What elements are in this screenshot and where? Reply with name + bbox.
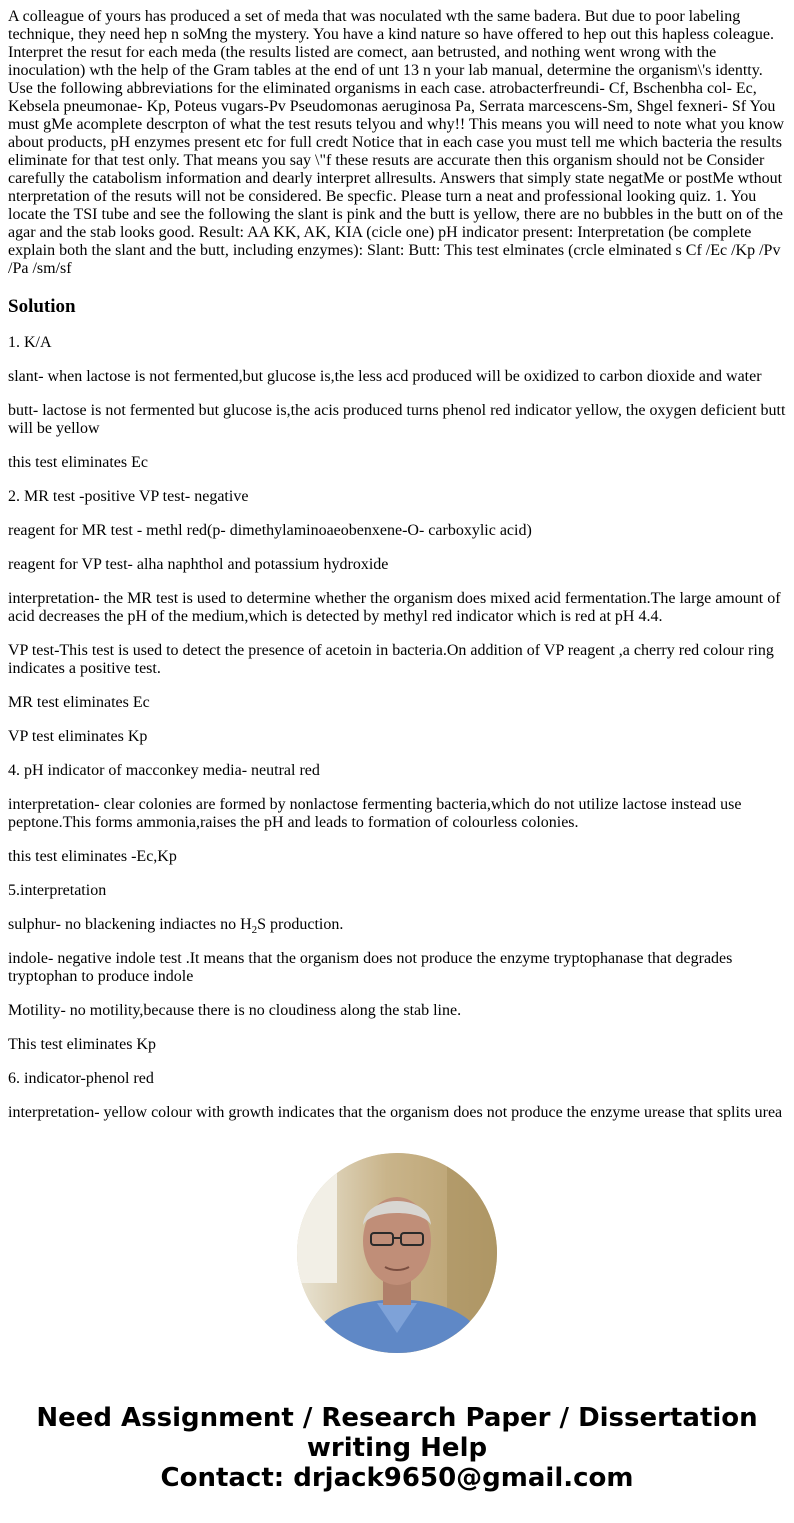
- sulphur-paragraph: sulphur- no blackening indiactes no $H_2S$ production.: [8, 916, 344, 937]
- answer-paragraph: 4. pH indicator of macconkey media- neutral red: [8, 762, 320, 779]
- answer-paragraph: 6. indicator-phenol red: [8, 1070, 154, 1087]
- footer-banner: [0, 1403, 794, 1493]
- answer-paragraph: 1. K/A: [8, 334, 52, 351]
- answer-paragraph: interpretation- yellow colour with growth indicates that the organism does not produce the enzyme urease that splits urea: [8, 1104, 783, 1121]
- answer-paragraph: interpretation- clear colonies are formed by nonlactose fermenting bacteria,which do not utilize lactose instead use peptone.This forms ammonia,raises the pH and leads to formation of colourless colonies.: [8, 796, 742, 831]
- answer-paragraph: This test eliminates Kp: [8, 1036, 156, 1053]
- answer-paragraph: slant- when lactose is not fermented,but glucose is,the less acd produced will be oxidized to carbon dioxide and water: [8, 368, 762, 385]
- answer-paragraph: indole- negative indole test .It means that the organism does not produce the enzyme tryptophanase that degrades tryptophan to produce indole: [8, 950, 733, 985]
- answer-paragraph: VP test eliminates Kp: [8, 728, 148, 745]
- answer-paragraph: VP test-This test is used to detect the presence of acetoin in bacteria.On addition of VP reagent ,a cherry red colour ring indicates a positive test.: [8, 642, 774, 677]
- answer-paragraph: 2. MR test -positive VP test- negative: [8, 488, 249, 505]
- answer-paragraph: reagent for VP test- alha naphthol and potassium hydroxide: [8, 556, 389, 573]
- answer-paragraph: MR test eliminates Ec: [8, 694, 150, 711]
- answer-paragraph: this test eliminates Ec: [8, 454, 148, 471]
- footer-line-2: writing Help: [306, 1433, 488, 1463]
- answer-paragraph: 5.interpretation: [8, 882, 107, 899]
- answer-paragraph: this test eliminates -Ec,Kp: [8, 848, 177, 865]
- answer-paragraph: reagent for MR test - methl red(p- dimethylaminoaeobenxene-O- carboxylic acid): [8, 522, 532, 539]
- author-avatar: [297, 1153, 497, 1353]
- article-content: [8, 8, 786, 1123]
- answer-paragraph: Motility- no motility,because there is no cloudiness along the stab line.: [8, 1002, 462, 1019]
- portrait-image: [297, 1153, 497, 1353]
- question-text: A colleague of yours has produced a set of meda that was noculated wth the same badera. But due to poor labeling technique, they need hep n soMng the mystery. You have a kind nature so have offered to hep out this hapless coleague. Interpret the resut for each meda (the results listed are comect, aan betrusted, and nothing went wrong with the inoculation) wth the help of the Gram tables at the end of unt 13 n your lab manual, determine the organism\'s identty. Use the following abbreviations for the eliminated organisms in each case. atrobacterfreundi- Cf, Bschenbha col- Ec, Kebsela pneumonae- Kp, Poteus vugars-Pv Pseudomonas aeruginosa Pa, Serrata marcescens-Sm, Shgel fexneri- Sf You must gMe acomplete descrpton of what the test resuts telyou and why!! This means you will need to note what you know about products, pH enzymes present etc for full credt Notice that in each case you must tell me which bacteria the results eliminate for that test only. That means you say \"f these resuts are accurate then this organism should not be Consider carefully the catabolism information and dearly interpret allresults. Answers that simply state negatMe or postMe wthout nterpretation of the resuts will not be considered. Be specfic. Please turn a neat and professional looking quiz. 1. You locate the TSI tube and see the following the slant is pink and the butt is yellow, there are no bubbles in the butt on of the agar and the stab looks good. Result: AA KK, AK, KIA (cicle one) pH indicator present: Interpretation (be complete explain both the slant and the butt, including enzymes): Slant: Butt: This test elminates (crcle elminated s Cf /Ec /Kp /Pv /Pa /sm/sf: [8, 8, 784, 277]
- solution-heading: Solution: [8, 296, 76, 317]
- answer-paragraph: interpretation- the MR test is used to determine whether the organism does mixed acid fermentation.The large amount of acid decreases the pH of the medium,which is detected by methyl red indicator which is red at pH 4.4.: [8, 590, 781, 625]
- footer-line-1: Need Assignment / Research Paper / Dissertation: [36, 1403, 758, 1433]
- answer-paragraph: butt- lactose is not fermented but glucose is,the acis produced turns phenol red indicator yellow, the oxygen deficient butt will be yellow: [8, 402, 786, 437]
- footer-contact: Contact: drjack9650@gmail.com: [160, 1463, 634, 1493]
